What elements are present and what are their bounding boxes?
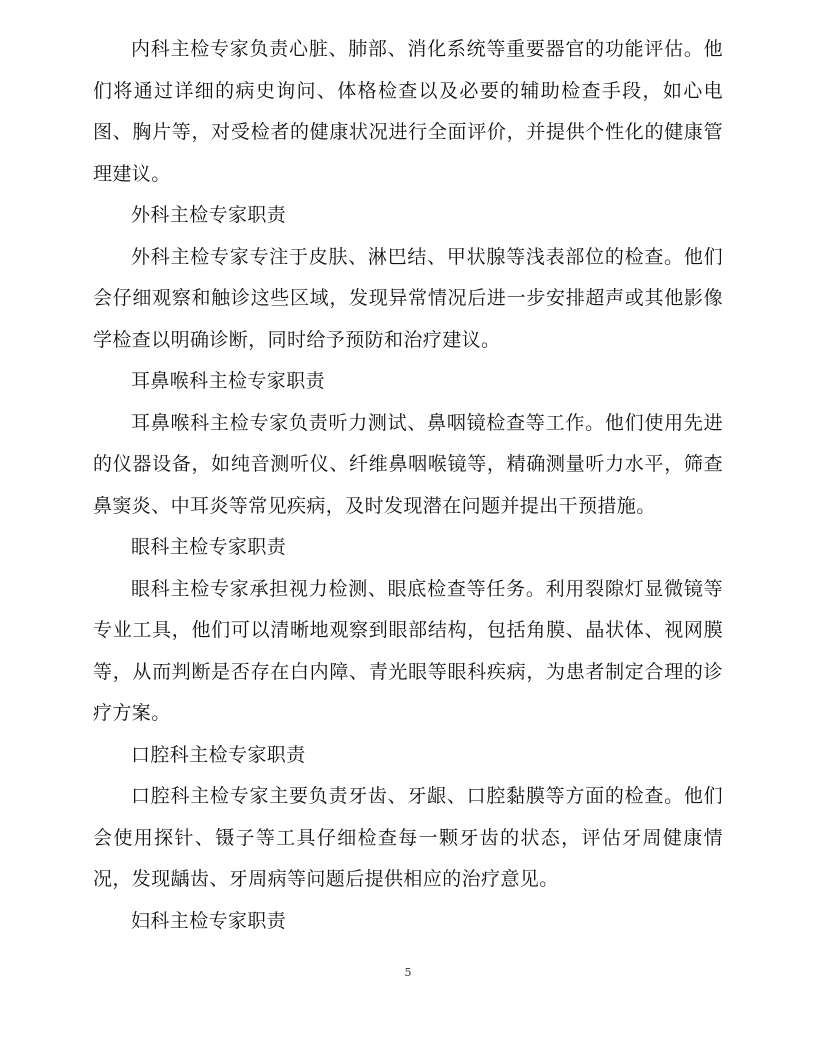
ent-paragraph: 耳鼻喉科主检专家负责听力测试、鼻咽镜检查等工作。他们使用先进的仪器设备，如纯音测听仪、纤维鼻咽喉镜等，精确测量听力水平，筛查鼻窦炎、中耳炎等常见疾病，及时发现潜在问题并提出干预措施。 (93, 411, 723, 517)
gynecology-heading: 妇科主检专家职责 (131, 909, 287, 932)
surgery-heading: 外科主检专家职责 (131, 204, 287, 226)
internal-medicine-paragraph: 内科主检专家负责心脏、肺部、消化系统等重要器官的功能评估。他们将通过详细的病史询问、体格检查以及必要的辅助检查手段，如心电图、胸片等，对受检者的健康状况进行全面评价，并提供个性化的健康管理建议。 (93, 38, 723, 185)
ophthalmology-paragraph: 眼科主检专家承担视力检测、眼底检查等任务。利用裂隙灯显微镜等专业工具，他们可以清晰地观察到眼部结构，包括角膜、晶状体、视网膜等，从而判断是否存在白内障、青光眼等眼科疾病，为患者制定合理的诊疗方案。 (93, 577, 723, 724)
page-number: 5 (404, 966, 412, 979)
document-body (93, 29, 723, 942)
dental-heading: 口腔科主检专家职责 (131, 743, 306, 766)
ent-heading: 耳鼻喉科主检专家职责 (131, 370, 326, 392)
dental-paragraph: 口腔科主检专家主要负责牙齿、牙龈、口腔黏膜等方面的检查。他们会使用探针、镊子等工具仔细检查每一颗牙齿的状态，评估牙周健康情况，发现龋齿、牙周病等问题后提供相应的治疗意见。 (93, 785, 723, 890)
ophthalmology-heading: 眼科主检专家职责 (131, 536, 287, 558)
surgery-paragraph: 外科主检专家专注于皮肤、淋巴结、甲状腺等浅表部位的检查。他们会仔细观察和触诊这些区域，发现异常情况后进一步安排超声或其他影像学检查以明确诊断，同时给予预防和治疗建议。 (93, 245, 723, 351)
